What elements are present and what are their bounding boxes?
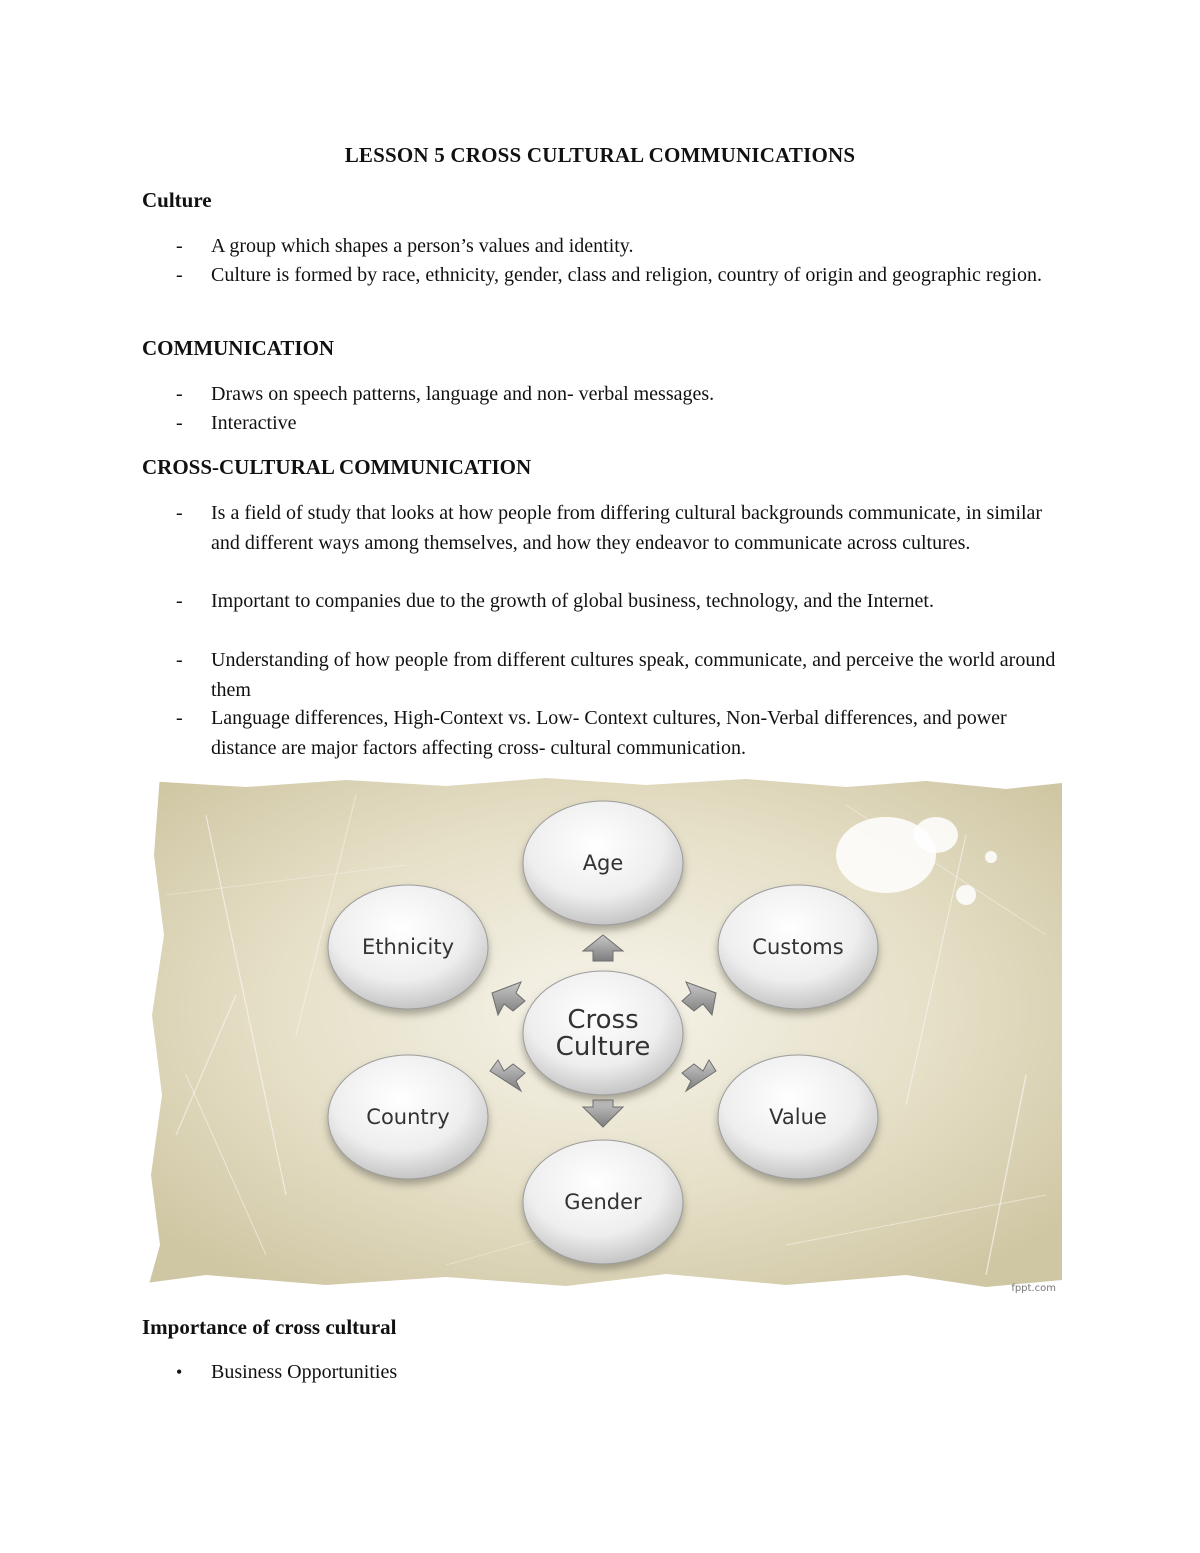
list-item [176, 380, 1076, 410]
list-dash: - [176, 264, 183, 286]
page-title: LESSON 5 CROSS CULTURAL COMMUNICATIONS [344, 143, 856, 167]
list-item [176, 1358, 1076, 1388]
list-item-text: Interactive [211, 412, 297, 434]
list-item-text: Language differences, High-Context vs. Low- Context cultures, Non-Verbal differences, and power distance are major factors affecting cross- cultural communication. [211, 707, 1007, 759]
list-item-text: A group which shapes a person’s values and identity. [211, 235, 634, 257]
list-dash: - [176, 383, 183, 405]
section-heading-communication: COMMUNICATION [142, 336, 335, 360]
list-dash: - [176, 707, 183, 729]
list-item-text: Culture is formed by race, ethnicity, gender, class and religion, country of origin and geographic region. [211, 264, 1042, 286]
list-item-text: Understanding of how people from different cultures speak, communicate, and perceive the world around them [211, 649, 1056, 701]
section-heading-importance: Importance of cross cultural [142, 1315, 397, 1339]
section-heading-culture: Culture [142, 188, 212, 212]
center-label-line2: Culture [555, 1032, 651, 1062]
list-item-text: Draws on speech patterns, language and non- verbal messages. [211, 383, 715, 405]
diagram-svg [146, 775, 1062, 1295]
watermark: fppt.com [1011, 1283, 1056, 1294]
list-item-text: Important to companies due to the growth of global business, technology, and the Internet. [211, 590, 934, 612]
list-item [176, 587, 1076, 647]
bullet-dot-icon: • [176, 1362, 183, 1382]
list-dash: - [176, 502, 183, 524]
list-item [176, 261, 1076, 321]
list-item [176, 409, 1076, 439]
node-label-customs: Customs [752, 935, 844, 959]
node-label-gender: Gender [564, 1190, 642, 1214]
list-item [176, 704, 1076, 764]
node-label-country: Country [366, 1105, 450, 1129]
list-item-text: Is a field of study that looks at how people from differing cultural backgrounds communicate, in similar and different ways among themselves, and how they endeavor to communicate across cultures. [211, 502, 1043, 554]
center-label-line1: Cross [567, 1005, 639, 1035]
node-label-age: Age [582, 851, 624, 875]
list-item [176, 499, 1076, 588]
list-item-text: Business Opportunities [211, 1361, 398, 1383]
list-item [176, 232, 1076, 262]
cross-culture-diagram [146, 775, 1062, 1295]
node-label-ethnicity: Ethnicity [362, 935, 454, 959]
node-label-value: Value [769, 1105, 827, 1129]
list-dash: - [176, 590, 183, 612]
list-dash: - [176, 412, 183, 434]
list-dash: - [176, 649, 183, 671]
list-item [176, 646, 1076, 706]
section-heading-cross-cultural-communication: CROSS-CULTURAL COMMUNICATION [142, 455, 532, 479]
list-dash: - [176, 235, 183, 257]
